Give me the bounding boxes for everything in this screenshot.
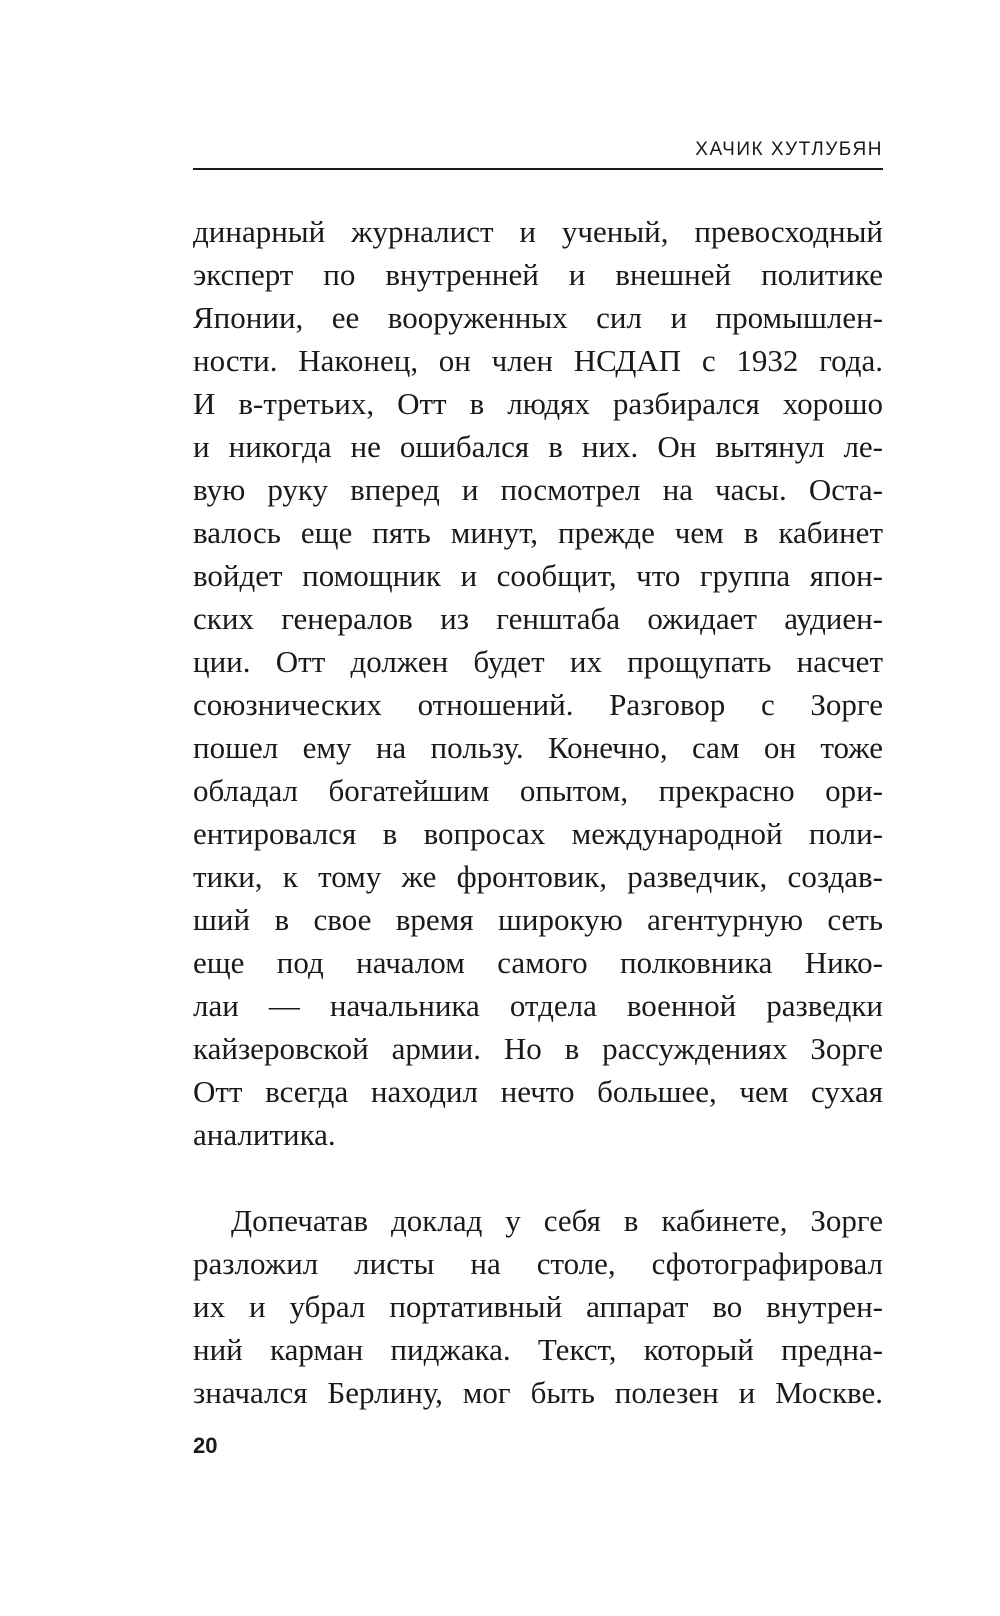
text-line: союзнических отношений. Разговор с Зорге [193,687,883,722]
text-line: Японии, ее вооруженных сил и промышлен- [193,300,883,335]
text-line: ний карман пиджака. Текст, который предна- [193,1332,883,1367]
running-head: ХАЧИК ХУТЛУБЯН [695,139,883,160]
text-line: тики, к тому же фронтовик, разведчик, создав- [193,859,883,894]
paragraph-1 [193,210,883,1156]
header-rule [193,168,883,170]
text-line: ских генералов из генштаба ожидает аудиен- [193,601,883,636]
paragraph-2 [193,1199,883,1414]
text-line: войдет помощник и сообщит, что группа япон- [193,558,883,593]
text-line: аналитика. [193,1117,336,1152]
body-text [193,210,883,1414]
text-line: ции. Отт должен будет их прощупать насчет [193,644,883,679]
text-line: лаи — начальника отдела военной разведки [193,988,883,1023]
text-line: обладал богатейшим опытом, прекрасно ори- [193,773,883,808]
text-line: и никогда не ошибался в них. Он вытянул ле- [193,429,883,464]
page-number: 20 [193,1433,218,1458]
text-line: значался Берлину, мог быть полезен и Москве. [193,1375,883,1410]
text-line: ший в свое время широкую агентурную сеть [193,902,883,937]
text-line: еще под началом самого полковника Нико- [193,945,883,980]
text-line: разложил листы на столе, сфотографировал [193,1246,883,1281]
paragraph-spacer [193,1156,883,1199]
text-line: И в-третьих, Отт в людях разбирался хорошо [193,386,883,421]
text-line: эксперт по внутренней и внешней политике [193,257,883,292]
text-line: ентировался в вопросах международной поли- [193,816,883,851]
text-line: вую руку вперед и посмотрел на часы. Оста- [193,472,883,507]
text-line: пошел ему на пользу. Конечно, сам он тоже [193,730,883,765]
text-line: ности. Наконец, он член НСДАП с 1932 года. [193,343,883,378]
text-line: Допечатав доклад у себя в кабинете, Зорге [231,1203,883,1238]
text-line: кайзеровской армии. Но в рассуждениях Зорге [193,1031,883,1066]
text-line: валось еще пять минут, прежде чем в кабинет [193,515,883,550]
text-line: Отт всегда находил нечто большее, чем сухая [193,1074,883,1109]
text-line: динарный журналист и ученый, превосходный [193,214,883,249]
text-line: их и убрал портативный аппарат во внутрен- [193,1289,883,1324]
